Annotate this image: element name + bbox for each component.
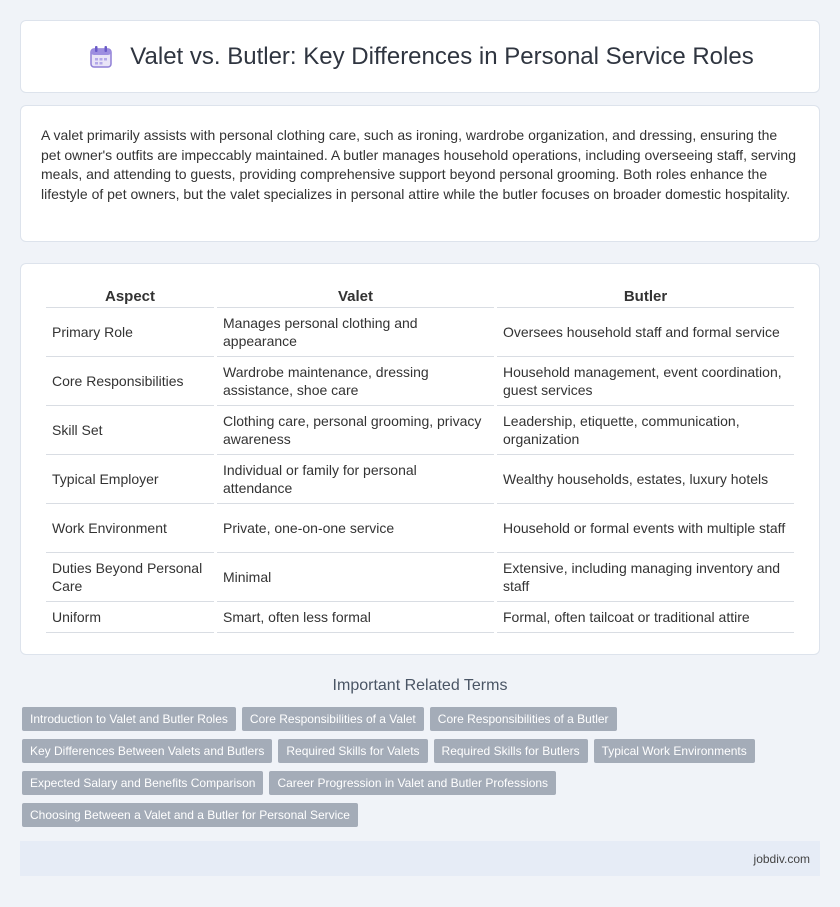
row-aspect: Skill Set [46,406,214,455]
calendar-icon [86,42,116,72]
row-butler: Oversees household staff and formal service [497,308,794,357]
row-aspect: Duties Beyond Personal Care [46,553,214,602]
row-butler: Household management, event coordination, guest services [497,357,794,406]
comparison-table [43,284,797,633]
table-row [46,406,794,455]
related-term-link[interactable]: Career Progression in Valet and Butler Professions [269,771,556,795]
row-valet: Minimal [217,553,494,602]
row-aspect: Work Environment [46,504,214,553]
header-butler: Butler [497,284,794,308]
row-valet: Individual or family for personal attendance [217,455,494,504]
related-term-link[interactable]: Typical Work Environments [594,739,755,763]
summary-text: A valet primarily assists with personal clothing care, such as ironing, wardrobe organization, and dressing, ensuring the pet owner's outfits are impeccably maintained. A butler manages household operations, including overseeing staff, serving meals, and attending to guests, providing comprehensive support beyond personal grooming. Both roles enhance the lifestyle of pet owners, but the valet specializes in personal attire while the butler focuses on broader domestic hospitality. [41,127,796,202]
table-row [46,504,794,553]
footer [20,841,820,876]
row-valet: Wardrobe maintenance, dressing assistance, shoe care [217,357,494,406]
table-header-row [46,284,794,308]
related-term-link[interactable]: Core Responsibilities of a Butler [430,707,617,731]
page-title: Valet vs. Butler: Key Differences in Personal Service Roles [130,42,754,70]
header-card [20,20,820,93]
related-term-link[interactable]: Key Differences Between Valets and Butlers [22,739,272,763]
row-valet: Manages personal clothing and appearance [217,308,494,357]
table-row [46,553,794,602]
row-butler: Leadership, etiquette, communication, organization [497,406,794,455]
comparison-table-card [20,263,820,655]
related-term-link[interactable]: Expected Salary and Benefits Comparison [22,771,263,795]
header-valet: Valet [217,284,494,308]
row-butler: Extensive, including managing inventory and staff [497,553,794,602]
row-aspect: Uniform [46,602,214,633]
row-butler: Wealthy households, estates, luxury hotels [497,455,794,504]
row-valet: Smart, often less formal [217,602,494,633]
related-terms-list [22,707,818,827]
summary-card [20,105,820,242]
related-term-link[interactable]: Core Responsibilities of a Valet [242,707,424,731]
header-aspect: Aspect [46,284,214,308]
row-aspect: Core Responsibilities [46,357,214,406]
table-row [46,602,794,633]
table-row [46,357,794,406]
row-aspect: Primary Role [46,308,214,357]
row-valet: Private, one-on-one service [217,504,494,553]
related-term-link[interactable]: Introduction to Valet and Butler Roles [22,707,236,731]
related-term-link[interactable]: Required Skills for Valets [278,739,427,763]
related-term-link[interactable]: Choosing Between a Valet and a Butler for Personal Service [22,803,358,827]
table-row [46,455,794,504]
row-butler: Formal, often tailcoat or traditional attire [497,602,794,633]
row-aspect: Typical Employer [46,455,214,504]
footer-site-link[interactable]: jobdiv.com [753,851,810,866]
related-term-link[interactable]: Required Skills for Butlers [434,739,588,763]
row-valet: Clothing care, personal grooming, privacy awareness [217,406,494,455]
row-butler: Household or formal events with multiple staff [497,504,794,553]
table-row [46,308,794,357]
related-terms-title: Important Related Terms [332,677,508,694]
